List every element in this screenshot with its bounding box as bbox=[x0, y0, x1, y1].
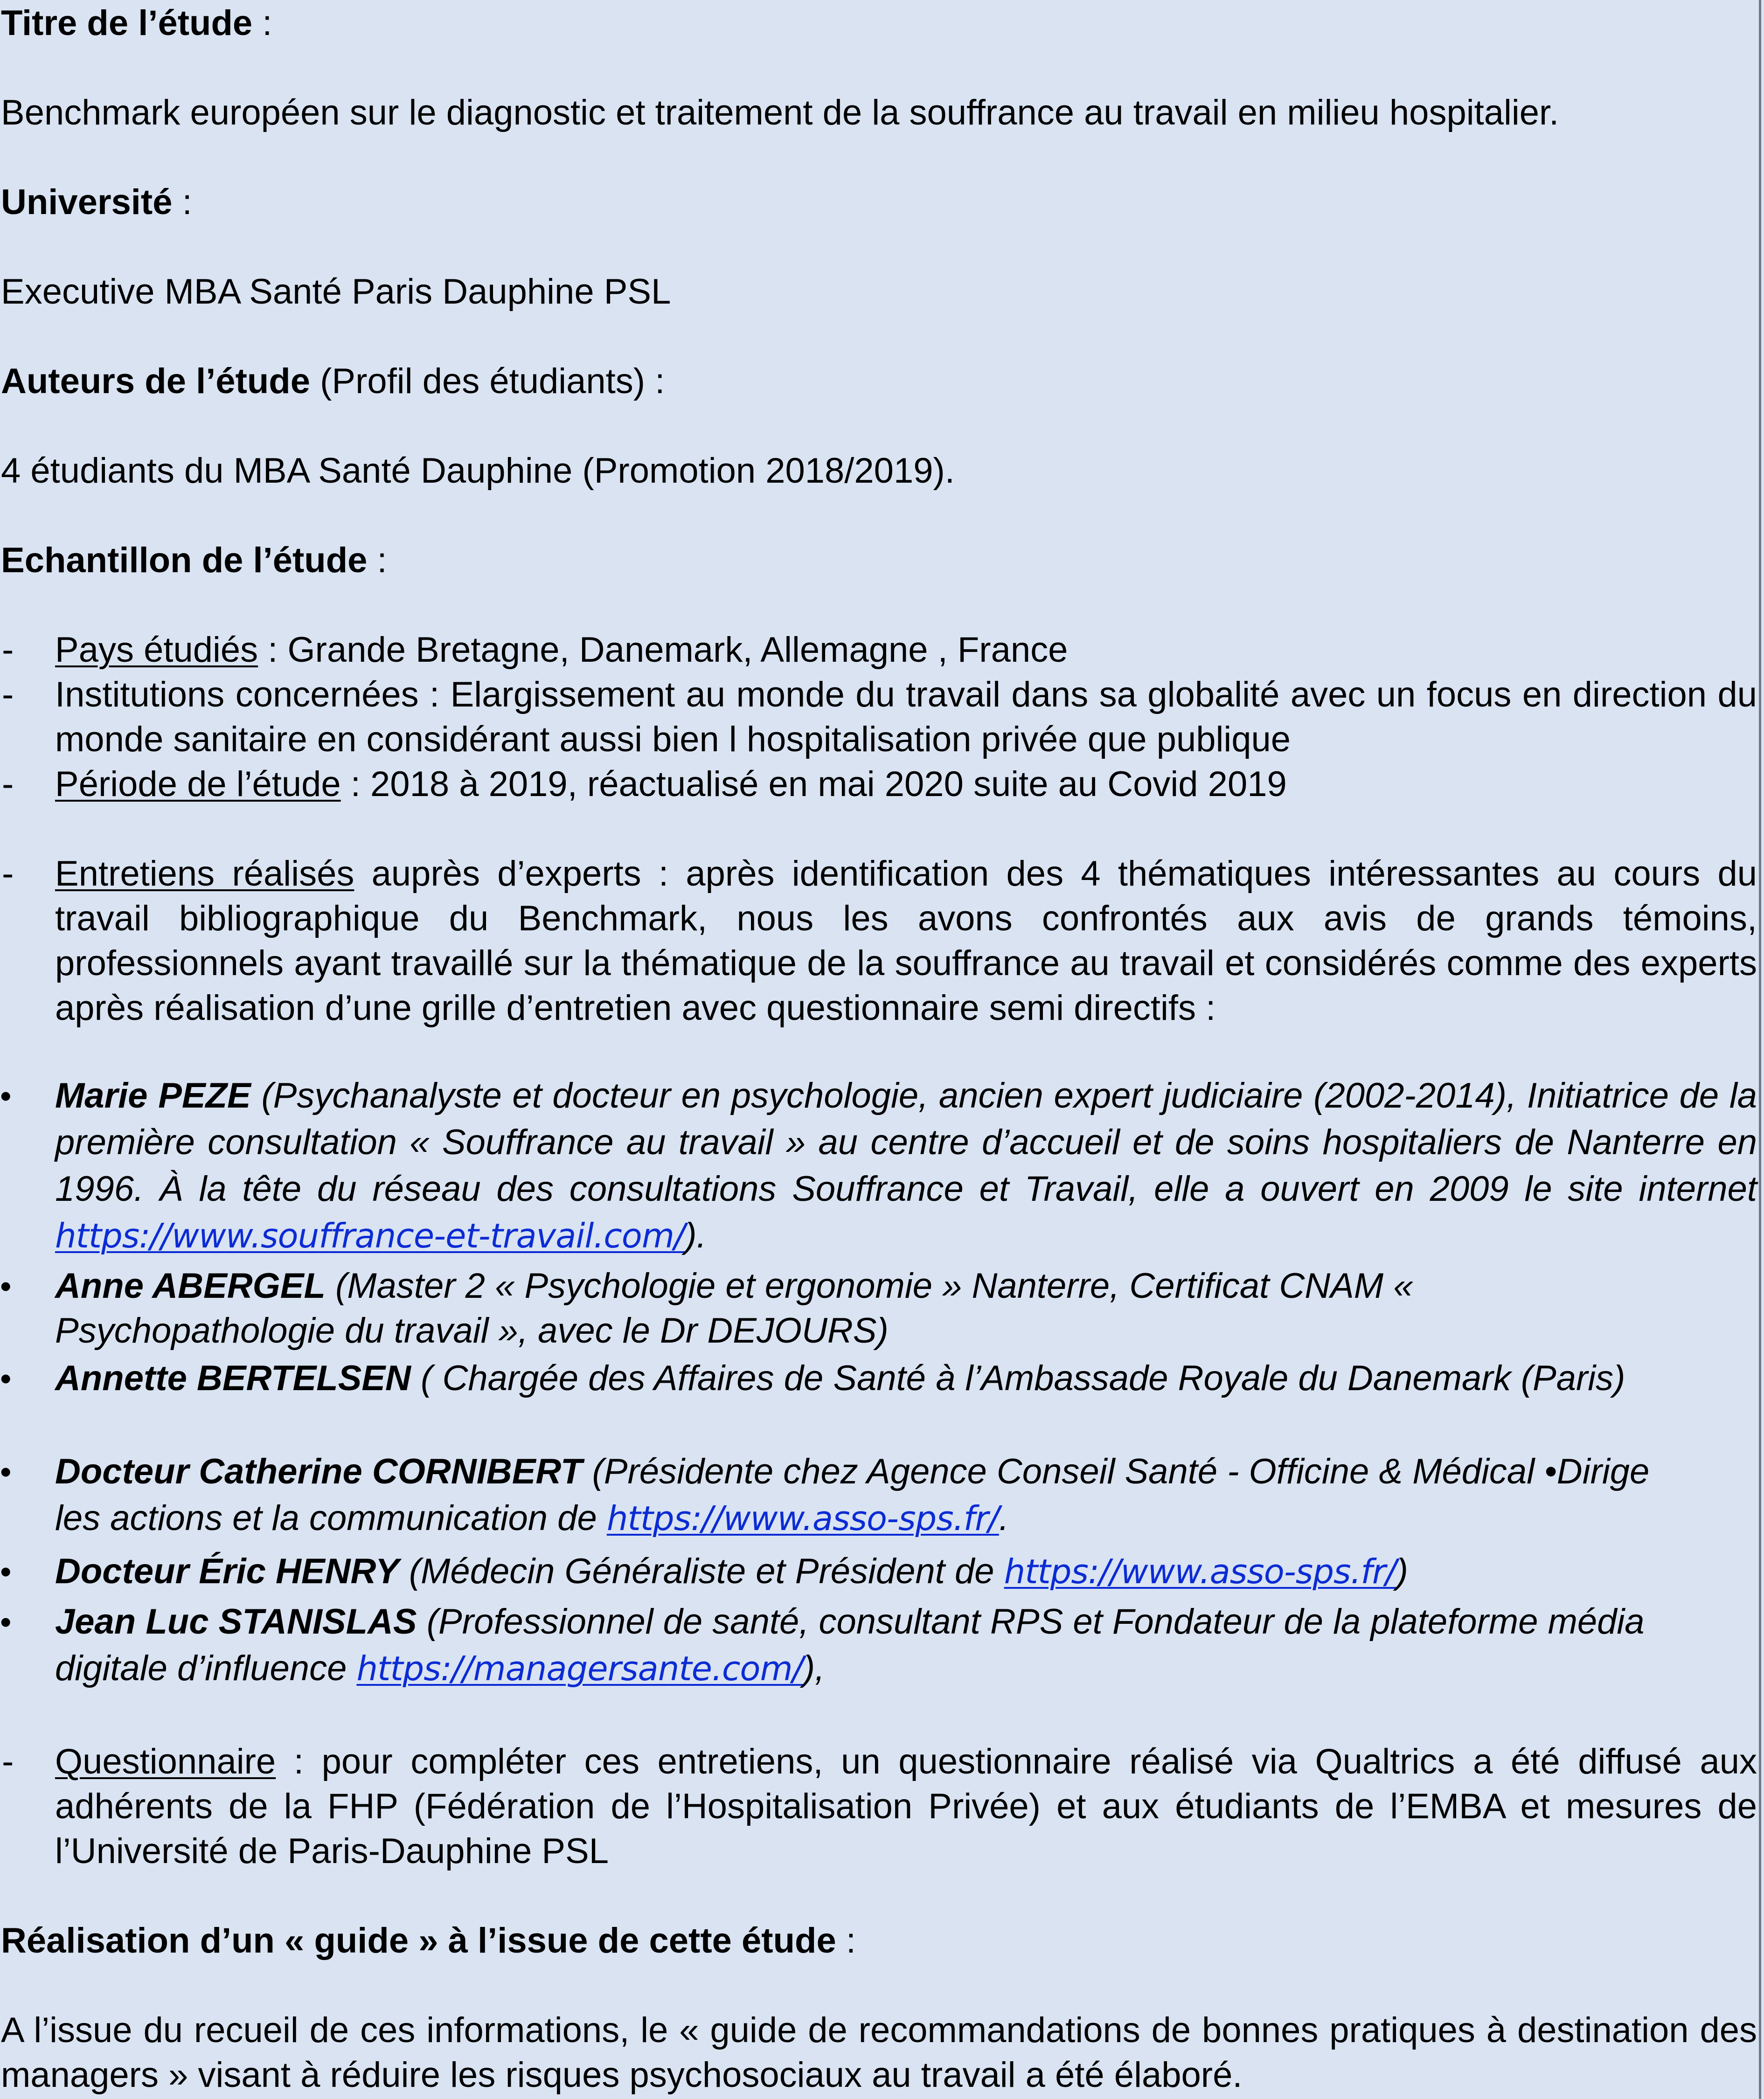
institutions-text: Institutions concernées : Elargissement au monde du travail dans sa globalité avec un focus en direction du monde sanitaire en considérant aussi bien l hospitalisation privée que publique bbox=[55, 675, 1757, 759]
dash-marker: - bbox=[2, 764, 14, 804]
university-colon: : bbox=[172, 182, 192, 222]
managersante-link[interactable]: https://managersante.com/ bbox=[356, 1649, 803, 1688]
list-item-periode bbox=[0, 762, 1757, 807]
expert-after: ), bbox=[803, 1649, 825, 1688]
list-item-questionnaire bbox=[0, 1739, 1757, 1874]
expert-item-henry bbox=[0, 1549, 1757, 1594]
expert-name: Jean Luc STANISLAS bbox=[55, 1602, 417, 1642]
expert-item-peze bbox=[0, 1073, 1757, 1259]
questionnaire-text: : pour compléter ces entretiens, un questionnaire réalisé via Qualtrics a été diffusé aux adhérents de la FHP (Fédération de l’Hospitalisation Privée) et aux étudiants de l’EMBA et mesures de l’Université de Paris-Dauphine PSL bbox=[55, 1742, 1757, 1871]
asso-sps-link[interactable]: https://www.asso-sps.fr/ bbox=[606, 1499, 999, 1538]
sample-heading bbox=[1, 538, 1757, 583]
expert-name: Marie PEZE bbox=[55, 1076, 251, 1115]
dash-marker: - bbox=[2, 854, 14, 894]
expert-desc: (Médecin Généraliste et Président de bbox=[399, 1552, 1004, 1591]
asso-sps-link[interactable]: https://www.asso-sps.fr/ bbox=[1004, 1552, 1396, 1591]
authors-label: Auteurs de l’étude bbox=[1, 361, 310, 401]
dash-marker: - bbox=[2, 630, 14, 670]
bullet-marker: • bbox=[0, 1268, 12, 1304]
periode-label: Période de l’étude bbox=[55, 764, 341, 804]
expert-name: Docteur Éric HENRY bbox=[55, 1552, 399, 1591]
sample-colon: : bbox=[367, 540, 387, 580]
expert-after: ) bbox=[1396, 1552, 1408, 1591]
sample-label: Echantillon de l’étude bbox=[1, 540, 368, 580]
periode-text: : 2018 à 2019, réactualisé en mai 2020 suite au Covid 2019 bbox=[340, 764, 1287, 804]
university-heading bbox=[1, 180, 1757, 225]
pays-text: : Grande Bretagne, Danemark, Allemagne , France bbox=[258, 630, 1068, 670]
expert-desc: (Professionnel de santé, consultant RPS et Fondateur de la plateforme média digitale d’influence bbox=[55, 1602, 1645, 1688]
dash-marker: - bbox=[2, 1742, 14, 1781]
expert-item-cornibert bbox=[0, 1448, 1757, 1542]
pays-label: Pays étudiés bbox=[55, 630, 258, 670]
guide-heading bbox=[1, 1919, 1757, 1963]
questionnaire-label: Questionnaire bbox=[55, 1742, 276, 1781]
expert-item-bertelsen bbox=[0, 1356, 1757, 1401]
bullet-marker: • bbox=[0, 1078, 12, 1114]
souffrance-travail-link[interactable]: https://www.souffrance-et-travail.com/ bbox=[55, 1216, 685, 1255]
expert-name: Docteur Catherine CORNIBERT bbox=[55, 1452, 583, 1491]
university-value: Executive MBA Santé Paris Dauphine PSL bbox=[1, 272, 671, 312]
study-title-value: Benchmark européen sur le diagnostic et traitement de la souffrance au travail en milieu hospitalier. bbox=[1, 93, 1559, 132]
study-title-label: Titre de l’étude bbox=[1, 3, 253, 43]
expert-after: ). bbox=[685, 1216, 707, 1255]
list-item-pays bbox=[0, 628, 1757, 672]
guide-colon: : bbox=[836, 1921, 856, 1960]
expert-name: Anne ABERGEL bbox=[55, 1266, 326, 1306]
expert-desc: (Psychanalyste et docteur en psychologie, ancien expert judiciaire (2002-2014), Initiatrice de la première consultation « Souffrance au travail » au centre d’accueil et de soins hospitaliers de Nanterre en 1996. À la tête du réseau des consultations Souffrance et Travail, elle a ouvert en 2009 le site internet bbox=[55, 1076, 1757, 1209]
expert-desc: (Master 2 « Psychologie et ergonomie » Nanterre, Certificat CNAM « Psychopathologie du travail », avec le Dr DEJOURS) bbox=[55, 1266, 1413, 1351]
authors-suffix: (Profil des étudiants) : bbox=[310, 361, 665, 401]
bullet-marker: • bbox=[0, 1553, 12, 1590]
study-title-colon: : bbox=[252, 3, 272, 43]
dash-marker: - bbox=[2, 675, 14, 714]
study-title-heading bbox=[1, 1, 1757, 46]
expert-name: Annette BERTELSEN bbox=[55, 1358, 411, 1398]
expert-item-abergel bbox=[0, 1264, 1757, 1353]
authors-heading bbox=[1, 359, 1757, 404]
guide-text: A l’issue du recueil de ces informations, le « guide de recommandations de bonnes pratiques à destination des managers » visant à réduire les risques psychosociaux au travail a été élaboré. bbox=[1, 2010, 1757, 2095]
expert-item-stanislas bbox=[0, 1599, 1757, 1692]
list-item-entretiens bbox=[0, 852, 1757, 1031]
list-item-institutions bbox=[0, 672, 1757, 762]
bullet-marker: • bbox=[0, 1360, 12, 1397]
entretiens-text: auprès d’experts : après identification des 4 thématiques intéressantes au cours du travail bibliographique du Benchmark, nous les avons confrontés aux avis de grands témoins, professionnels ayant travaillé sur la thématique de la souffrance au travail et considérés comme des experts après réalisation d’une grille d’entretien avec questionnaire semi directifs : bbox=[55, 854, 1757, 1028]
authors-value: 4 étudiants du MBA Santé Dauphine (Promotion 2018/2019). bbox=[1, 451, 955, 491]
university-label: Université bbox=[1, 182, 173, 222]
expert-after: . bbox=[999, 1498, 1009, 1538]
guide-label: Réalisation d’un « guide » à l’issue de cette étude bbox=[1, 1921, 836, 1960]
expert-desc: (Présidente chez Agence Conseil Santé - Officine & Médical •Dirige les actions et la communication de bbox=[55, 1452, 1650, 1538]
expert-desc: ( Chargée des Affaires de Santé à l’Ambassade Royale du Danemark (Paris) bbox=[410, 1358, 1625, 1398]
bullet-marker: • bbox=[0, 1454, 12, 1490]
entretiens-label: Entretiens réalisés bbox=[55, 854, 354, 894]
bullet-marker: • bbox=[0, 1604, 12, 1640]
